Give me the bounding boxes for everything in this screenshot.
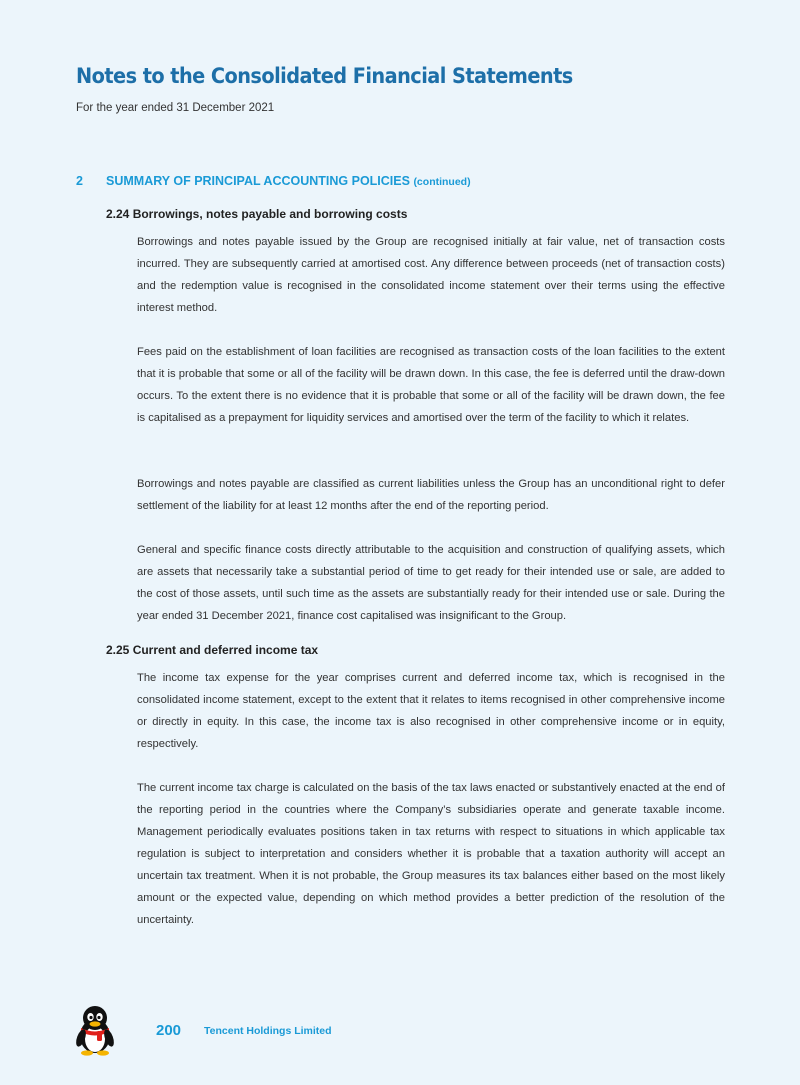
section-continued: (continued) bbox=[413, 176, 471, 188]
section-title: SUMMARY OF PRINCIPAL ACCOUNTING POLICIES bbox=[106, 174, 410, 188]
paragraph: Fees paid on the establishment of loan facilities are recognised as transaction costs of the loan facilities to the extent that it is probable that some or all of the facility will be drawn down. In this case, the fee is deferred until the draw-down occurs. To the extent there is no evidence that it is probable that some or all of the facility will be drawn down, the fee is capitalised as a prepayment for liquidity services and amortised over the term of the facility to which it relates. bbox=[137, 346, 725, 424]
paragraph: Borrowings and notes payable are classified as current liabilities unless the Group has an unconditional right to defer settlement of the liability for at least 12 months after the end of the reporting period. bbox=[137, 478, 725, 512]
page-subtitle: For the year ended 31 December 2021 bbox=[76, 102, 275, 114]
page-number: 200 bbox=[156, 1022, 182, 1039]
page-title: Notes to the Consolidated Financial Statements bbox=[76, 64, 573, 88]
paragraph: General and specific finance costs directly attributable to the acquisition and construction of qualifying assets, which are assets that necessarily take a substantial period of time to get ready for their intended use or sale, are added to the cost of those assets, until such time as the assets are substantially ready for their intended use or sale. During the year ended 31 December 2021, finance cost capitalised was insignificant to the Group. bbox=[137, 544, 725, 622]
section-heading bbox=[76, 174, 471, 188]
subsection-heading-2-25: 2.25 Current and deferred income tax bbox=[106, 643, 319, 657]
penguin-logo-icon bbox=[72, 1004, 118, 1056]
company-name: Tencent Holdings Limited bbox=[204, 1025, 332, 1037]
paragraph: Borrowings and notes payable issued by the Group are recognised initially at fair value, net of transaction costs incurred. They are subsequently carried at amortised cost. Any difference between proceeds (net of transaction costs) and the redemption value is recognised in the consolidated income statement over their terms using the effective interest method. bbox=[137, 236, 725, 314]
section-number: 2 bbox=[76, 174, 83, 188]
paragraph: The current income tax charge is calculated on the basis of the tax laws enacted or substantively enacted at the end of the reporting period in the countries where the Company’s subsidiaries operate and generate taxable income. Management periodically evaluates positions taken in tax returns with respect to situations in which applicable tax regulation is subject to interpretation and considers whether it is probable that a taxation authority will accept an uncertain tax treatment. When it is not probable, the Group measures its tax balances either based on the most likely amount or the expected value, depending on which method provides a better prediction of the resolution of the uncertainty. bbox=[137, 782, 725, 926]
subsection-heading-2-24: 2.24 Borrowings, notes payable and borrowing costs bbox=[106, 207, 408, 221]
paragraph: The income tax expense for the year comprises current and deferred income tax, which is recognised in the consolidated income statement, except to the extent that it relates to items recognised in other comprehensive income or directly in equity. In this case, the income tax is also recognised in other comprehensive income or in equity, respectively. bbox=[137, 672, 725, 750]
